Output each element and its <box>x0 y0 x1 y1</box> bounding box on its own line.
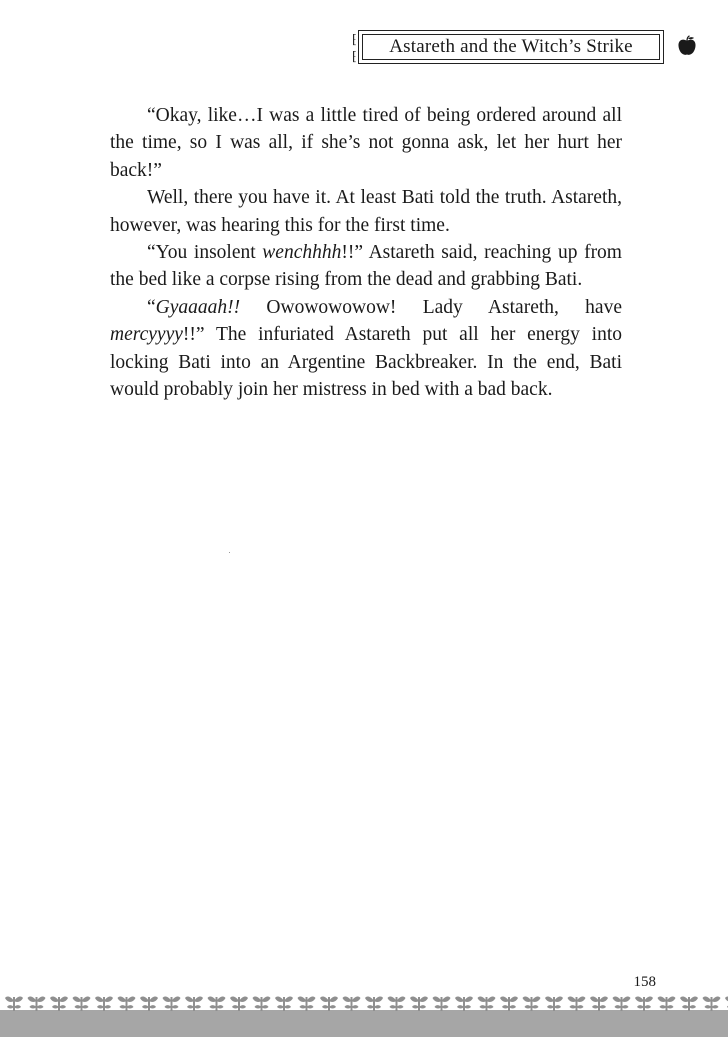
sprout-ornament <box>410 996 428 1011</box>
sprout-ornament <box>140 996 158 1011</box>
page-number: 158 <box>633 974 656 990</box>
sprout-ornament <box>500 996 518 1011</box>
sprout-ornament <box>118 996 136 1011</box>
sprout-ornament <box>635 996 653 1011</box>
text-run: Well, there you have it. At least Bati told the truth. Astareth, however, was hearing this for the first time. <box>110 187 622 236</box>
sprout-ornament <box>455 996 473 1011</box>
text-run: Owowowowow! Lady Astareth, have <box>240 296 622 318</box>
sprout-ornament <box>388 996 406 1011</box>
sprout-ornament <box>365 996 383 1011</box>
paragraph <box>110 294 622 404</box>
sprout-ornament <box>28 996 46 1011</box>
frame-corner-ornament: ⁅ <box>352 32 357 46</box>
story-text <box>110 102 622 403</box>
text-run: !!” Astareth said, reaching up from the bed like a corpse rising from the dead and grabbing Bati. <box>110 242 622 291</box>
text-run: “You insolent <box>147 242 263 264</box>
sprout-ornament <box>568 996 586 1011</box>
italic-text: mercyyyy <box>110 324 183 346</box>
sprout-ornament <box>320 996 338 1011</box>
frame-corner-ornament: ⁅ <box>352 49 357 63</box>
sprout-ornament <box>433 996 451 1011</box>
text-run: !!” The infuriated Astareth put all her energy into locking Bati into an Argentine Backbreaker. In the end, Bati would probably join her mistress in bed with a bad back. <box>110 324 622 401</box>
sprout-ornament <box>523 996 541 1011</box>
sprout-ornament <box>478 996 496 1011</box>
sprout-ornament <box>5 996 23 1011</box>
sprout-ornament <box>163 996 181 1011</box>
sprout-ornament <box>73 996 91 1011</box>
paragraph <box>110 102 622 184</box>
sprout-ornament <box>298 996 316 1011</box>
sprout-ornament <box>703 996 721 1011</box>
sprout-ornament <box>50 996 68 1011</box>
italic-text: wenchhhh <box>262 242 342 264</box>
paragraph <box>110 184 622 239</box>
sprout-ornament <box>658 996 676 1011</box>
sprout-ornament <box>185 996 203 1011</box>
apple-icon <box>677 35 697 57</box>
text-run: “Okay, like…I was a little tired of being ordered around all the time, so I was all, if she’s not gonna ask, let her hurt her back!” <box>110 105 622 181</box>
sprout-ornament <box>613 996 631 1011</box>
paragraph <box>110 239 622 294</box>
sprout-ornament <box>545 996 563 1011</box>
italic-text: Gyaaaah!! <box>155 296 241 318</box>
footer-border-band <box>0 1010 728 1037</box>
sprout-ornament <box>275 996 293 1011</box>
sprout-ornament <box>343 996 361 1011</box>
sprout-ornament <box>230 996 248 1011</box>
chapter-title: Astareth and the Witch’s Strike <box>389 36 633 57</box>
sprout-ornament <box>253 996 271 1011</box>
chapter-header-frame <box>358 30 664 64</box>
sprout-ornament <box>95 996 113 1011</box>
sprout-ornament <box>680 996 698 1011</box>
sprout-ornament <box>590 996 608 1011</box>
sprout-ornament <box>208 996 226 1011</box>
text-run: “ <box>147 296 156 318</box>
stray-mark <box>229 552 230 553</box>
sprout-border-icon <box>0 991 728 1013</box>
